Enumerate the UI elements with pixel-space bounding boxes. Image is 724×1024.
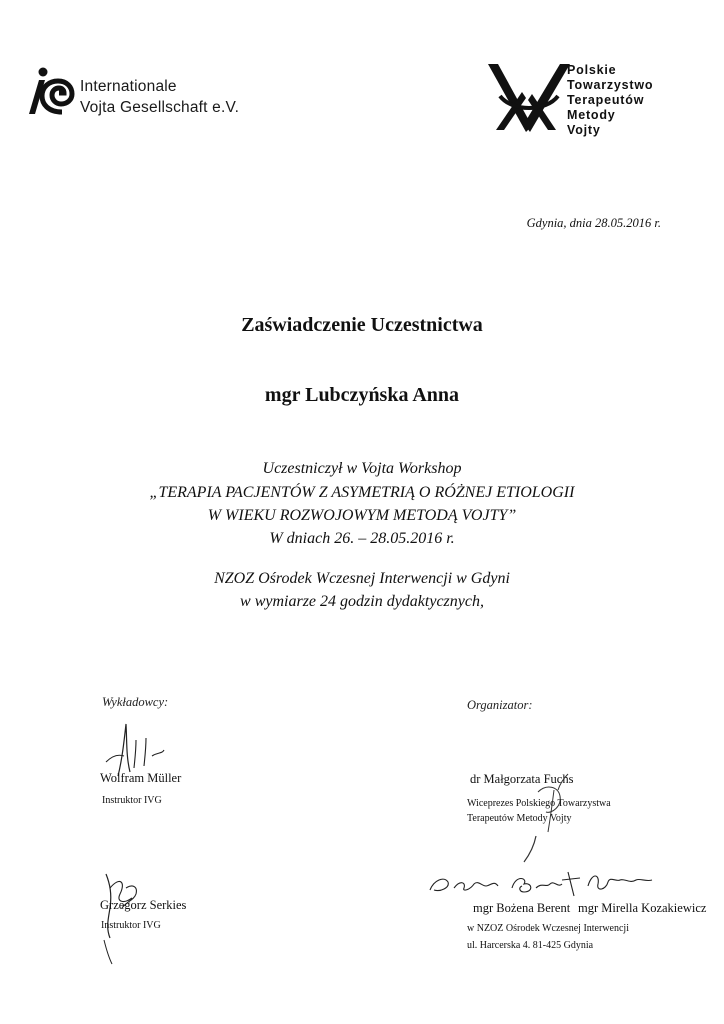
body-line-participation: Uczestniczył w Vojta Workshop (262, 460, 462, 477)
body-line-dates: W dniach 26. – 28.05.2016 r. (269, 530, 455, 547)
recipient-name: mgr Lubczyńska Anna (264, 384, 460, 406)
body-line-hours: w wymiarze 24 godzin dydaktycznych, (240, 593, 484, 610)
lecturers-label: Wykładowcy: (102, 695, 169, 709)
pttmv-name (567, 63, 653, 138)
organizer-primary-role-line2: Terapeutów Metody Vojty (467, 813, 572, 824)
signature-berent-kozakiewicz (424, 866, 654, 900)
body-line-course-title-2: W WIEKU ROZWOJOWYM METODĄ VOJTY” (207, 507, 517, 524)
organizer-primary-role-line1: Wiceprezes Polskiego Towarzystwa (467, 798, 611, 809)
body-line-course-title-1: „TERAPIA PACJENTÓW Z ASYMETRIĄ O RÓŻNEJ ETIOLOGII (149, 484, 575, 501)
pttmv-logo-icon (486, 62, 572, 134)
ivg-name-line1: Internationale (80, 78, 177, 95)
issue-date: Gdynia, dnia 28.05.2016 r. (526, 216, 661, 230)
signature-malgorzata-fuchs (508, 770, 578, 866)
pttmv-name-line4: Metody (567, 108, 616, 122)
certificate-title: Zaświadczenie Uczestnictwa (241, 314, 483, 336)
organizer-secondary-2-name: mgr Mirella Kozakiewicz (578, 901, 707, 915)
lecturer-1-name: Wolfram Müller (100, 771, 182, 785)
ivg-logo-icon (22, 66, 78, 122)
ivg-name-line2: Vojta Gesellschaft e.V. (80, 99, 240, 116)
pttmv-name-line5: Vojty (567, 123, 601, 137)
pttmv-name-line2: Towarzystwo (567, 78, 654, 92)
signature-grzegorz-serkies (96, 868, 156, 968)
lecturer-2-name: Grzegorz Serkies (100, 898, 187, 912)
pttmv-name-line3: Terapeutów (567, 93, 645, 107)
lecturer-2-role: Instruktor IVG (101, 920, 161, 931)
pttmv-name-line1: Polskie (567, 63, 617, 77)
ivg-name (80, 76, 239, 118)
organizer-address-line2: ul. Harcerska 4. 81-425 Gdynia (467, 940, 594, 951)
organizer-address-line1: w NZOZ Ośrodek Wczesnej Interwencji (467, 923, 629, 934)
organizer-primary-name: dr Małgorzata Fuchs (470, 772, 574, 786)
body-line-venue: NZOZ Ośrodek Wczesnej Interwencji w Gdyni (214, 570, 510, 587)
organizer-secondary-1-name: mgr Bożena Berent (473, 901, 571, 915)
organizer-label: Organizator: (467, 698, 533, 712)
lecturer-1-role: Instruktor IVG (102, 795, 162, 806)
